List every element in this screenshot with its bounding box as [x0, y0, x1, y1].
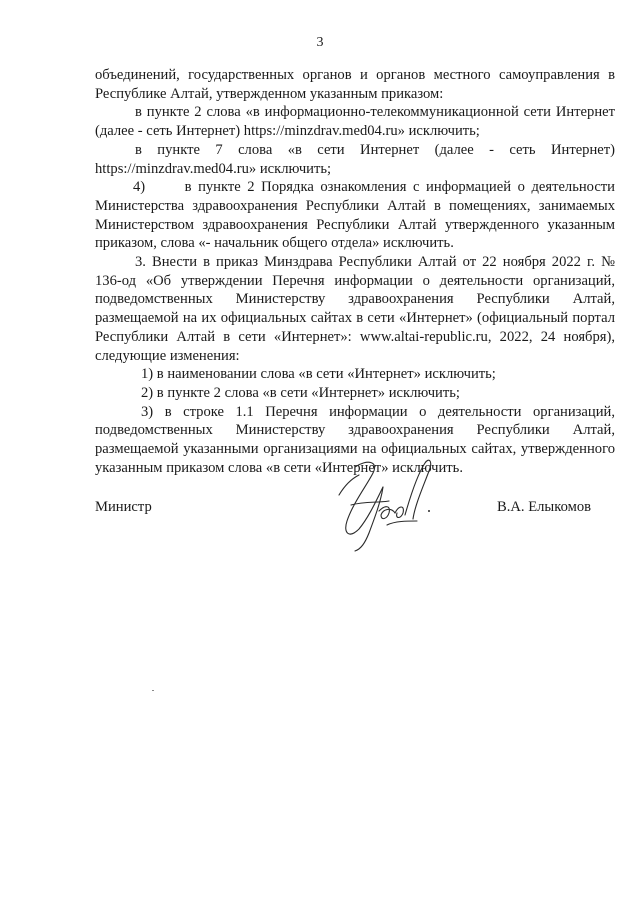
signatory-title: Министр [95, 499, 152, 515]
scan-artifact [152, 690, 154, 691]
signature-block [0, 455, 640, 555]
paragraph-section-3: 3. Внести в приказ Минздрава Республики Алтай от 22 ноября 2022 г. № 136-од «Об утверждении Перечня информации о деятельности организаций, подведомственных Министерству здравоохранения Республики Алтай, размещаемой на их официальных сайтах в сети «Интернет» (официальный портал Республики Алтай в сети «Интернет»: www.altai-republic.ru, 2022, 24 ноября), следующие изменения: [95, 254, 615, 364]
list-item-3: 3) в строке 1.1 Перечня информации о деятельности организаций, подведомственных Министерству здравоохранения Республики Алтай, размещаемой указанными организациями на официальных сайтах, утвержденного указанным приказом слова «в сети «Интернет» исключить. [95, 403, 615, 476]
paragraph-point-2: в пункте 2 слова «в информационно-телекоммуникационной сети Интернет (далее - сеть Интернет) https://minzdrav.med04.ru» исключить; [95, 104, 615, 140]
page-number: 3 [316, 35, 324, 50]
paragraph-item-4: 4) в пункте 2 Порядка ознакомления с информацией о деятельности Министерства здравоохранения Республики Алтай в помещениях, занимаемых Министерством здравоохранения Республики Алтай утвержденного указанным приказом, слова «- начальник общего отдела» исключить. [95, 179, 615, 252]
list-item-2: 2) в пункте 2 слова «в сети «Интернет» исключить; [141, 384, 460, 401]
paragraph-point-7: в пункте 7 слова «в сети Интернет (далее - сеть Интернет) https://minzdrav.med04.ru» исключить; [95, 141, 615, 177]
paragraph-continuation: объединений, государственных органов и органов местного самоуправления в Республике Алтай, утвержденном указанным приказом: [95, 67, 615, 102]
document-body [95, 66, 615, 477]
list-item-1: 1) в наименовании слова «в сети «Интернет» исключить; [141, 366, 496, 383]
signatory-name: В.А. Елыкомов [497, 499, 592, 515]
handwritten-signature [325, 455, 450, 555]
